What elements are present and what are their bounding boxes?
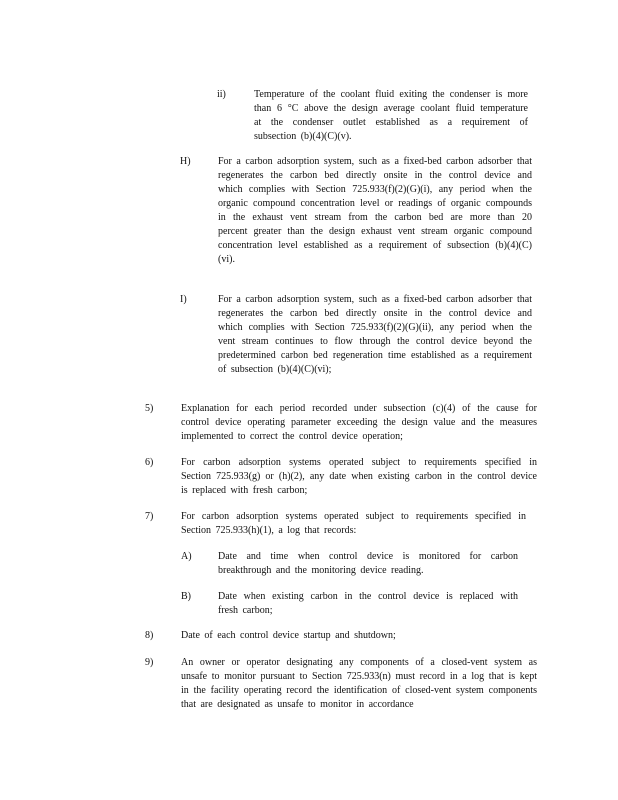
clause-text: For a carbon adsorption system, such as a fixed-bed carbon adsorber that regenerates the carbon bed directly onsite in the control device and which complies with Section 725.933(f)(2)(G)(i), any period when the organic compound concentration level or readings of organic compounds in the exhaust vent stream from the carbon bed are more than 20 percent greater than the design exhaust vent stream organic compound concentration level established as a requirement of subsection (b)(4)(C)(vi). (218, 156, 532, 265)
clause-label: H) (180, 156, 191, 167)
clause-label: B) (181, 591, 191, 602)
clause-text: Date and time when control device is monitored for carbon breakthrough and the monitoring device reading. (218, 551, 518, 576)
clause-label: 5) (145, 403, 154, 414)
clause-text: For carbon adsorption systems operated subject to requirements specified in Section 725.933(h)(1), a log that records: (181, 511, 526, 536)
clause-label: 9) (145, 657, 154, 668)
clause-label: A) (181, 551, 192, 562)
clause-label: 6) (145, 457, 154, 468)
clause-text: Temperature of the coolant fluid exiting the condenser is more than 6 °C above the design average coolant fluid temperature at the condenser outlet established as a requirement of subsection (b)(4)(C)(v). (254, 89, 528, 142)
clause-text: Date of each control device startup and shutdown; (181, 630, 396, 641)
clause-text: Date when existing carbon in the control device is replaced with fresh carbon; (218, 591, 518, 616)
clause-label: ii) (217, 89, 226, 100)
clause-label: I) (180, 294, 187, 305)
clause-label: 8) (145, 630, 154, 641)
clause-text: For carbon adsorption systems operated subject to requirements specified in Section 725.933(g) or (h)(2), any date when existing carbon in the control device is replaced with fresh carbon; (181, 457, 537, 496)
clause-text: An owner or operator designating any components of a closed-vent system as unsafe to monitor pursuant to Section 725.933(n) must record in a log that is kept in the facility operating record the identification of closed-vent system components that are designated as unsafe to monitor in accordance (181, 657, 537, 710)
clause-text: Explanation for each period recorded under subsection (c)(4) of the cause for control device operating parameter exceeding the design value and the measures implemented to correct the control device operation; (181, 403, 537, 442)
clause-text: For a carbon adsorption system, such as a fixed-bed carbon adsorber that regenerates the carbon bed directly onsite in the control device and which complies with Section 725.933(f)(2)(G)(ii), any period when the vent stream continues to flow through the control device beyond the predetermined carbon bed regeneration time established as a requirement of subsection (b)(4)(C)(vi); (218, 294, 532, 375)
clause-label: 7) (145, 511, 154, 522)
